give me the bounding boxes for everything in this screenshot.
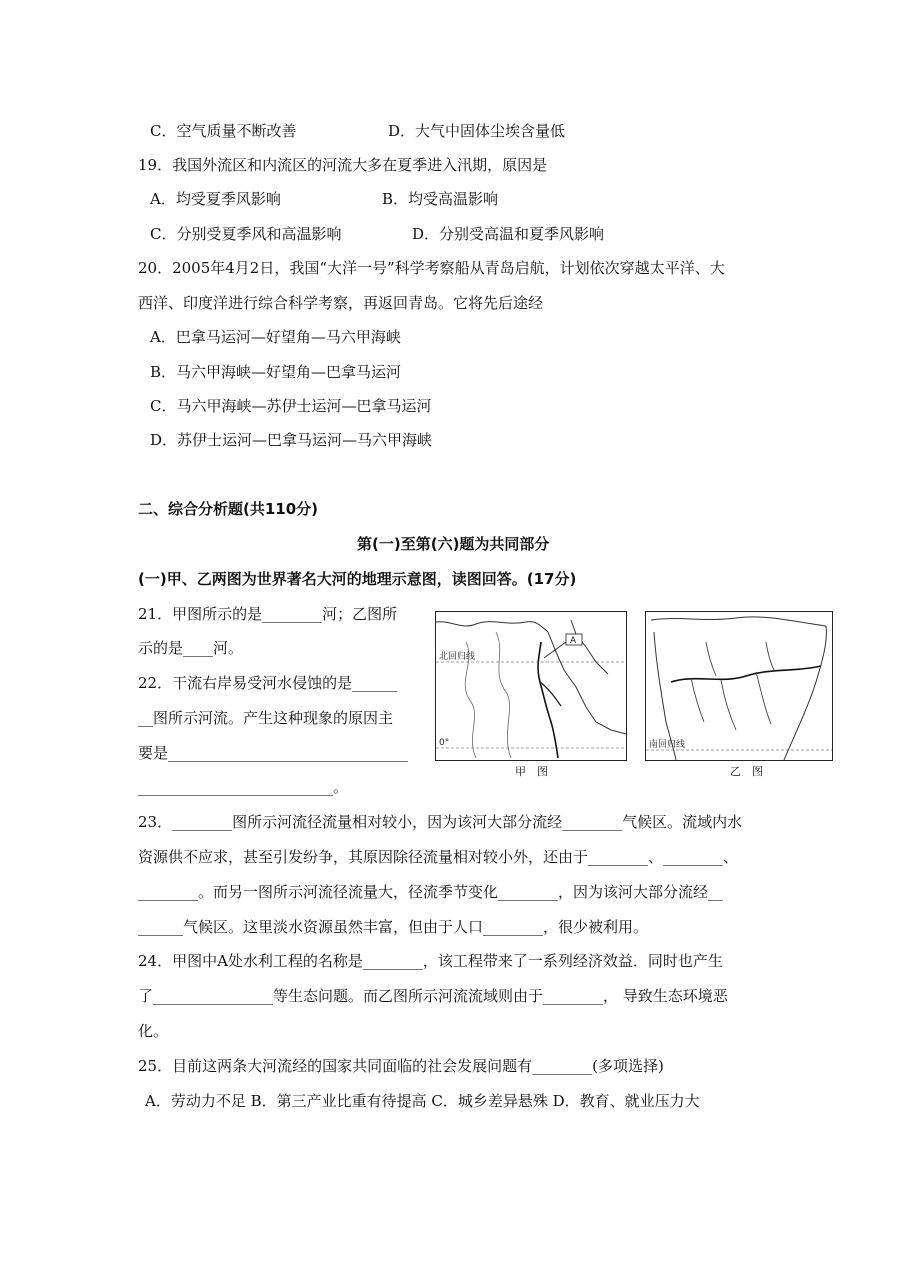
part1-heading: (一)甲、乙两图为世界著名大河的地理示意图，读图回答。(17分) <box>138 570 577 588</box>
q21-line2: 示的是____河。 <box>138 639 244 657</box>
map-jia-drawing <box>436 612 626 760</box>
q23-line2: 资源供不应求，甚至引发纷争，其原因除径流量相对较小外，还由于________、________、 <box>138 848 739 866</box>
map-jia-nile <box>435 611 627 761</box>
q22-line1: 22．干流右岸易受河水侵蚀的是______ <box>138 674 398 692</box>
q22-line2: __图所示河流。产生这种现象的原因主 <box>138 709 394 727</box>
q20-option-c: C．马六甲海峡—苏伊士运河—巴拿马运河 <box>150 397 432 415</box>
map-yi-amazon <box>645 611 833 761</box>
common-part-heading: 第(一)至第(六)题为共同部分 <box>357 535 550 553</box>
q20-stem-line2: 西洋、印度洋进行综合科学考察，再返回青岛。它将先后途经 <box>138 294 544 312</box>
section-heading: 二、综合分析题(共110分) <box>138 500 319 518</box>
q20-option-a: A．巴拿马运河—好望角—马六甲海峡 <box>150 328 401 346</box>
q19-option-d: D．分别受高温和夏季风影响 <box>412 225 605 243</box>
q20-stem-line1: 20．2005年4月2日，我国“大洋一号”科学考察船从青岛启航，计划依次穿越太平洋、大 <box>138 259 725 277</box>
q20-option-b: B．马六甲海峡—好望角—巴拿马运河 <box>150 363 402 381</box>
q20-option-d: D．苏伊士运河—巴拿马运河—马六甲海峡 <box>150 431 433 449</box>
map-jia-label-a: A <box>570 636 577 646</box>
q24-line1: 24．甲图中A处水利工程的名称是________，该工程带来了一系列经济效益．同时也产生 <box>138 952 723 970</box>
q23-line1: 23．________图所示河流径流量相对较小，因为该河大部分流经________气候区。流域内水 <box>138 813 743 831</box>
q19-option-a: A．均受夏季风影响 <box>150 190 281 208</box>
q21-line1: 21．甲图所示的是________河；乙图所 <box>138 605 398 623</box>
q18-option-c: C．空气质量不断改善 <box>150 122 297 140</box>
map-yi-caption: 乙 图 <box>730 765 763 778</box>
q22-line3: 要是________________________________ <box>138 744 409 762</box>
map-jia-label-equator: 0° <box>439 738 450 748</box>
q24-line3: 化。 <box>138 1022 169 1040</box>
q25-options: A．劳动力不足 B．第三产业比重有待提高 C．城乡差异悬殊 D．教育、就业压力大 <box>145 1092 700 1110</box>
map-jia-label-tropic: 北回归线 <box>439 652 476 662</box>
map-jia-caption: 甲 图 <box>515 765 548 778</box>
map-yi-label-tropic: 南回归线 <box>649 740 686 750</box>
q24-line2: 了________________等生态问题。而乙图所示河流流域则由于________， 导致生态环境恶 <box>138 987 728 1005</box>
map-yi-drawing <box>646 612 832 760</box>
q22-line4: __________________________。 <box>138 778 349 796</box>
q19-option-b: B．均受高温影响 <box>382 190 499 208</box>
q19-stem: 19．我国外流区和内流区的河流大多在夏季进入汛期，原因是 <box>138 156 548 174</box>
q19-option-c: C．分别受夏季风和高温影响 <box>150 225 342 243</box>
q18-option-d: D．大气中固体尘埃含量低 <box>388 122 566 140</box>
q23-line3: ________。而另一图所示河流径流量大，径流季节变化________，因为该河大部分流经__ <box>138 883 724 901</box>
q23-line4: ______气候区。这里淡水资源虽然丰富，但由于人口________，很少被利用。 <box>138 918 649 936</box>
q25-stem: 25．目前这两条大河流经的国家共同面临的社会发展问题有________(多项选择) <box>138 1057 664 1075</box>
